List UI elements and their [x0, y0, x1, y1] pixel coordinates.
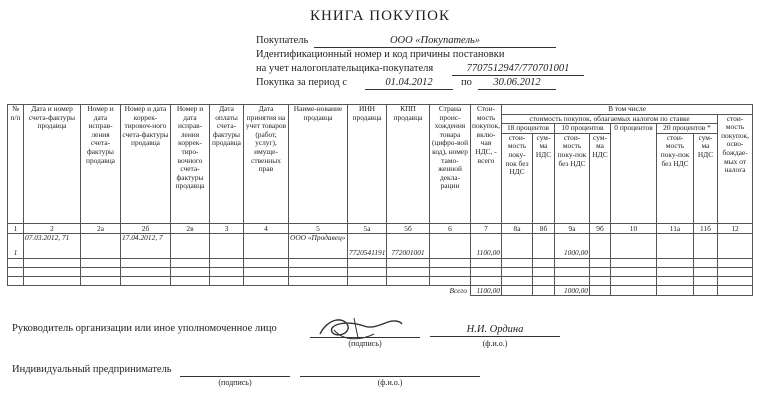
empty-cell: [210, 233, 244, 258]
table-row: [8, 233, 753, 258]
col-num: 8б: [533, 223, 555, 233]
empty-cell: [533, 233, 555, 258]
header-8a: стои-мость поку-пок без НДС: [502, 133, 533, 223]
head-sign-caption: (подпись): [348, 339, 382, 348]
header-rate-0: 0 процентов: [611, 124, 657, 224]
column-numbers-row: [8, 223, 753, 233]
empty-cell: [244, 233, 289, 258]
col-num: 6: [430, 223, 471, 233]
row-total: 1100,00: [471, 233, 502, 258]
empty-row: [8, 258, 753, 267]
empty-cell: [502, 285, 533, 295]
header-11b: сум-ма НДС: [694, 133, 718, 223]
signature-image: [314, 312, 404, 346]
row-invoice: 07.03.2012, 71: [24, 233, 81, 258]
page-title: КНИГА ПОКУПОК: [310, 8, 450, 24]
row-cost10: 1000,00: [555, 233, 590, 258]
col-num: 3: [210, 223, 244, 233]
total-sum: 1100,00: [471, 285, 502, 295]
empty-row: [8, 276, 753, 285]
empty-cell: [611, 233, 657, 258]
col-num: 1: [8, 223, 24, 233]
total-label: Всего: [449, 285, 467, 295]
row-kpp: 772001001: [387, 233, 430, 258]
header-8b: сум-ма НДС: [533, 133, 555, 223]
ip-sign-line: [180, 376, 290, 377]
header-no: № п/п: [8, 105, 24, 224]
col-num: 11а: [657, 223, 694, 233]
row-inn: 7720541191: [348, 233, 387, 258]
ip-sign-caption: (подпись): [218, 378, 252, 387]
header-11a: стои-мость поку-пок без НДС: [657, 133, 694, 223]
period-from: 01.04.2012: [365, 76, 453, 90]
header-rate-10: 10 процентов: [555, 124, 611, 134]
header-correction: Номер и дата исправ-ления счета-фактуры продавца: [81, 105, 121, 224]
header-seller-kpp: КПП продавца: [387, 105, 430, 224]
col-num: 2в: [171, 223, 210, 233]
col-num: 2а: [81, 223, 121, 233]
col-num: 11б: [694, 223, 718, 233]
row-seller: ООО «Продавец»: [289, 233, 348, 258]
col-num: 5б: [387, 223, 430, 233]
header-acceptance-date: Дата принятия на учет товаров (работ, услуг), имуще-ственных прав: [244, 105, 289, 224]
header-9a: стои-мость поку-пок без НДС: [555, 133, 590, 223]
empty-cell: [657, 285, 694, 295]
period-to: 30.06.2012: [478, 76, 556, 90]
ip-name-caption: (ф.и.о.): [377, 378, 403, 387]
header-seller-name: Наиме-нование продавца: [289, 105, 348, 224]
col-num: 5а: [348, 223, 387, 233]
purchase-book-table: [7, 104, 753, 296]
total-row: [8, 285, 753, 295]
empty-cell: [718, 285, 753, 295]
inn-value: 7707512947/770701001: [452, 62, 584, 76]
col-num: 5: [289, 223, 348, 233]
col-num: 7: [471, 223, 502, 233]
header-taxed-purchases: стоимость покупок, облагаемых налогом по ставке: [502, 114, 718, 124]
buyer-value: ООО «Покупатель»: [314, 34, 556, 48]
row-adjustment-invoice: 17.04.2012, 7: [121, 233, 171, 258]
empty-cell: [171, 233, 210, 258]
buyer-label: Покупатель: [256, 35, 309, 46]
header-exempt: стои-мость покупок, осво-бождае-мых от налога: [718, 114, 753, 223]
col-num: 9а: [555, 223, 590, 233]
col-num: 2б: [121, 223, 171, 233]
col-num: 4: [244, 223, 289, 233]
header-9b: сум-ма НДС: [590, 133, 611, 223]
header-rate-20: 20 процентов *: [657, 124, 718, 134]
empty-cell: [590, 233, 611, 258]
empty-row: [8, 267, 753, 276]
period-label: Покупка за период с: [256, 77, 348, 88]
col-num: 2: [24, 223, 81, 233]
header-invoice: Дата и номер счета-фактуры продавца: [24, 105, 81, 224]
head-name-caption: (ф.и.о.): [482, 339, 508, 348]
empty-cell: [718, 233, 753, 258]
empty-cell: [81, 233, 121, 258]
ip-label: Индивидуальный предприниматель: [12, 364, 172, 375]
empty-cell: [657, 233, 694, 258]
header-including: В том числе: [502, 105, 753, 115]
ip-name-line: [300, 376, 480, 377]
header-adjustment-invoice: Номер и дата коррек-тировоч-ного счета-фактуры продавца: [121, 105, 171, 224]
inn-label-line2: на учет налогоплательщика-покупателя: [256, 63, 434, 74]
empty-cell: [502, 233, 533, 258]
period-to-label: по: [461, 77, 472, 88]
empty-cell: [694, 285, 718, 295]
col-num: 9б: [590, 223, 611, 233]
total-cost10: 1000,00: [555, 285, 590, 295]
header-country-declaration: Страна проис-хождения товара (цифро-вой код), номер тамо-женной декла-рации: [430, 105, 471, 224]
empty-cell: [694, 233, 718, 258]
inn-label-line1: Идентификационный номер и код причины постановки: [256, 49, 505, 60]
head-label: Руководитель организации или иное уполномоченное лицо: [12, 323, 277, 334]
col-num: 10: [611, 223, 657, 233]
empty-cell: [590, 285, 611, 295]
header-payment-date: Дата оплаты счета-фактуры продавца: [210, 105, 244, 224]
row-number: 1: [8, 233, 24, 258]
head-name: Н.И. Ордина: [430, 323, 560, 337]
col-num: 12: [718, 223, 753, 233]
empty-cell: [533, 285, 555, 295]
empty-cell: [430, 233, 471, 258]
header-rate-18: 18 процентов: [502, 124, 555, 134]
header-adjustment-correction: Номер и дата исправ-ления коррек-тиро-вочного счета-фактуры продавца: [171, 105, 210, 224]
header-seller-inn: ИНН продавца: [348, 105, 387, 224]
empty-cell: [611, 285, 657, 295]
col-num: 8а: [502, 223, 533, 233]
header-total-cost: Стои-мость покупок, вклю-чая НДС, - всего: [471, 105, 502, 224]
